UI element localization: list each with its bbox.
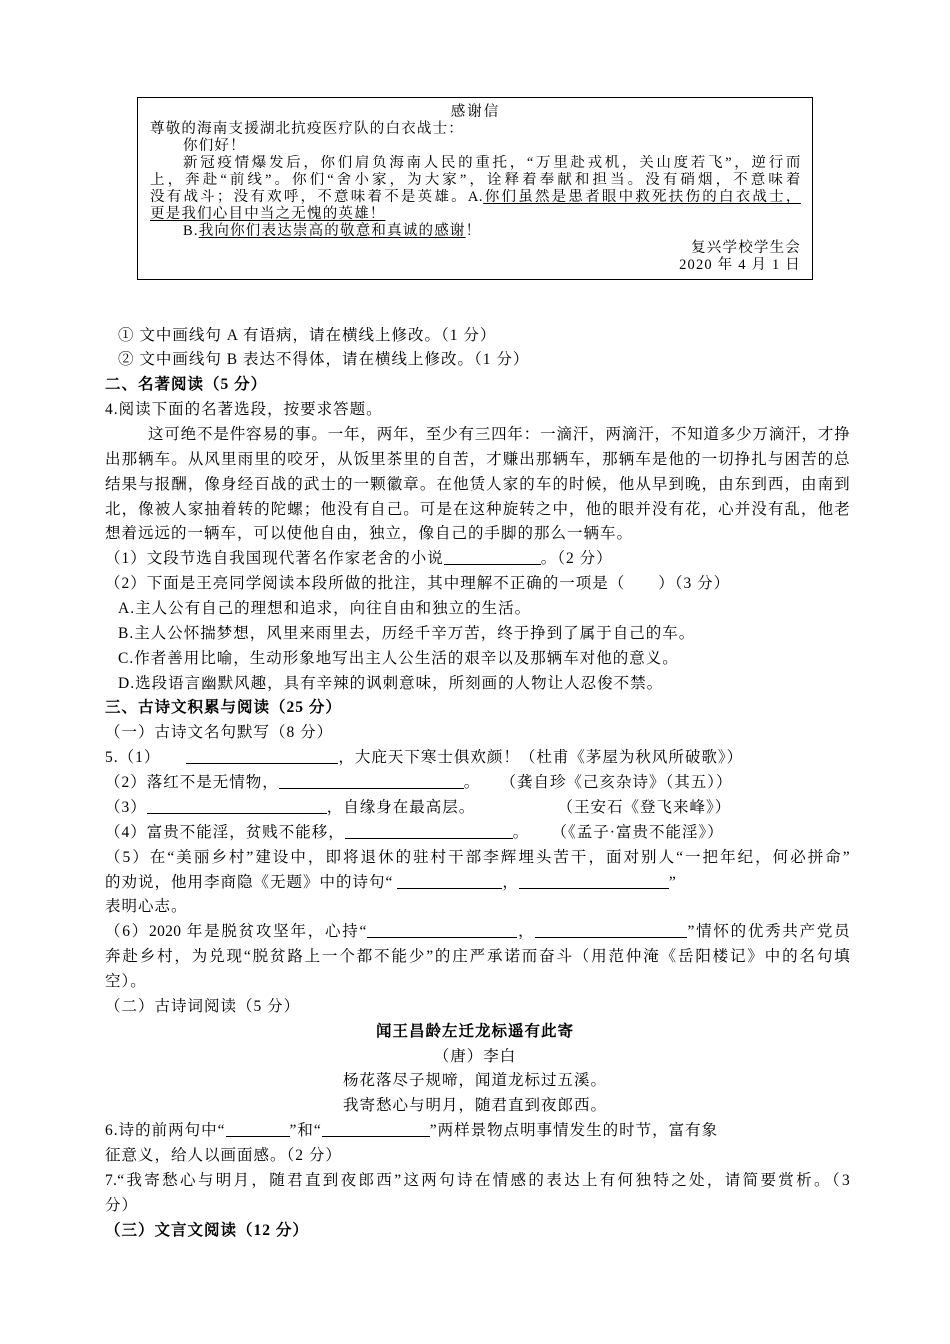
answer-blank [444,552,541,565]
subsection-heading-recitation: （一）古诗文名句默写（8 分） [105,724,334,742]
question-text: ”和“ [289,1122,322,1140]
question-text: ， [502,873,519,891]
question-text: 。 [463,774,481,792]
thank-you-letter-box [137,97,813,280]
question-5-1 [105,746,850,771]
poem-line: 我寄愁心与明月，随君直到夜郎西。 [342,1097,607,1115]
question-4-2: （2）下面是王亮同学阅读本段所做的批注，其中理解不正确的一项是（ ）（3 分） [105,575,731,593]
letter-body-line-3 [150,189,801,206]
excerpt-line: 结果与报酬，像身经百战的武士的一颗徽章。在他赁人家的车的时候，他从早到晚，由东到西，由南到 [105,475,850,493]
sentence-b-end: ！ [465,223,482,239]
question-sentence-a: ① 文中画线句 A 有语病，请在横线上修改。（1 分） [118,326,497,344]
underlined-sentence-a-part-2: 更是我们心目中当之无愧的英雄！ [150,206,386,222]
question-7-line-1: 7.“我寄愁心与明月，随君直到夜郎西”这两句诗在情感的表达上有何独特之处，请简要赏析。（3 [105,1171,850,1189]
poem-author: （唐）李白 [433,1047,517,1065]
section-heading-poetry: 三、古诗文积累与阅读（25 分） [105,699,342,717]
sentence-b-label: B. [183,223,199,239]
answer-blank [147,801,327,814]
question-text: （6）2020 年是脱贫攻坚年，心持“ [105,923,367,941]
question-text: ” [668,873,677,891]
question-6-line-2: 征意义，给人以画面感。（2 分） [105,1146,342,1164]
underlined-sentence-b: 我向你们表达崇高的敬意和真诚的感谢 [198,223,466,239]
question-text: ，自缘身在最高层。 [326,798,476,816]
letter-body-line-2: 上，奔赴“前线”。你们“舍小家，为大家”，诠释着奉献和担当。没有硝烟，不意味着 [150,172,801,188]
question-5-5-line-3: 表明心志。 [105,898,188,916]
option-d: D.选段语言幽默风趣，具有辛辣的讽刺意味，所刻画的人物让人忍俊不禁。 [118,674,664,692]
question-text: ，大庇天下寒士俱欢颜！ [338,749,520,767]
letter-body-line-4 [150,206,801,223]
poem-source: （《孟子·富贵不能淫》） [559,823,724,841]
question-4-1 [105,547,850,572]
question-text: 6.诗的前两句中“ [105,1122,226,1140]
question-text: （2）落红不是无情物， [105,774,279,792]
answer-blank [279,776,464,789]
question-5-6-line-1 [105,920,850,945]
answer-blank [367,925,517,938]
section-heading-classics: 二、名著阅读（5 分） [105,376,268,394]
answer-blank [345,826,513,839]
question-5-5-line-1: （5）在“美丽乡村”建设中，即将退休的驻村干部李辉埋头苦干，面对别人“一把年纪，何必拼命” [105,848,850,866]
question-6-line-1 [105,1119,850,1144]
question-5-2 [105,771,850,796]
excerpt-line: 北，像被人家抽着转的陀螺；他没有自己。可是在这种旋转之中，他的眼并没有花，心并没有乱，他老 [105,500,850,518]
answer-blank [322,1124,430,1137]
question-text: ， [516,923,536,941]
question-text: ”两样景物点明事情发生的时节，富有象 [429,1122,719,1140]
answer-blank [186,751,338,764]
subsection-heading-poem-reading: （二）古诗词阅读（5 分） [105,997,301,1015]
letter-body-line-1: 新冠疫情爆发后，你们肩负海南人民的重托，“万里赴戎机，关山度若飞”，逆行而 [183,155,801,171]
question-text: 。（2 分） [540,550,613,568]
question-text: ”情怀的优秀共产党员 [687,923,850,941]
question-sentence-b: ② 文中画线句 B 表达不得体，请在横线上修改。（1 分） [118,351,530,369]
subsection-heading-classical-prose: （三）文言文阅读（12 分） [105,1221,309,1239]
letter-body-text: 没有战斗；没有欢呼，不意味着不是英雄。A. [150,189,484,205]
question-5-3 [105,796,850,821]
letter-body-line-5 [150,223,801,240]
option-c: C.作者善用比喻，生动形象地写出主人公生活的艰辛以及那辆车对他的意义。 [118,649,679,667]
question-text: （1）文段节选自我国现代著名作家老舍的小说 [105,550,444,568]
letter-signature: 复兴学校学生会 [691,240,801,256]
question-4-stem: 4.阅读下面的名著选段，按要求答题。 [105,401,383,419]
poem-line: 杨花落尽子规啼，闻道龙标过五溪。 [342,1072,607,1090]
question-text: （4）富贵不能淫，贫贱不能移， [105,823,345,841]
answer-blank [226,1124,290,1137]
question-text: 的劝说，他用李商隐《无题》中的诗句“ [105,873,394,891]
answer-blank [519,876,669,889]
letter-greeting: 你们好！ [183,138,246,154]
excerpt-line: 出那辆车。从风里雨里的咬牙，从饭里茶里的自苦，才赚出那辆车，那辆车是他的一切挣扎与困苦的总 [105,450,850,468]
question-5-5-line-2 [105,871,850,896]
answer-blank [535,925,687,938]
question-5-6-line-2: 奔赴乡村，为兑现“脱贫路上一个都不能少”的庄严承诺而奋斗（用范仲淹《岳阳楼记》中的名句填 [105,948,850,966]
exam-body [105,324,850,1244]
question-text: 。 [512,823,530,841]
question-text: （3） [105,798,147,816]
question-5-6-line-3: 空）。 [105,972,147,990]
answer-blank [397,876,502,889]
question-text: 5.（1） [105,749,161,767]
question-7-line-2: 分） [105,1196,139,1214]
letter-salutation: 尊敬的海南支援湖北抗疫医疗队的白衣战士： [150,121,464,137]
excerpt-line: 这可绝不是件容易的事。一年，两年，至少有三四年：一滴汗，两滴汗，不知道多少万滴汗，才挣 [148,426,850,444]
question-5-4 [105,821,850,846]
excerpt-line: 想着远远的一辆车，可以使他自由，独立，像自己的手脚的那么一辆车。 [105,525,634,543]
poem-source: （杜甫《茅屋为秋风所破歌》） [519,749,744,767]
option-a: A.主人公有自己的理想和追求，向往自由和独立的生活。 [118,600,532,618]
option-b: B.主人公怀揣梦想，风里来雨里去，历经千辛万苦，终于挣到了属于自己的车。 [118,624,696,642]
poem-source: （王安石《登飞来峰》） [565,798,732,816]
poem-source: （龚自珍《己亥杂诗》（其五）） [508,774,733,792]
letter-date: 2020 年 4 月 1 日 [679,257,801,273]
letter-title: 感谢信 [450,104,501,120]
poem-title: 闻王昌龄左迁龙标遥有此寄 [375,1022,574,1040]
underlined-sentence-a-part-1: 你们虽然是患者眼中救死扶伤的白衣战士， [483,189,801,205]
